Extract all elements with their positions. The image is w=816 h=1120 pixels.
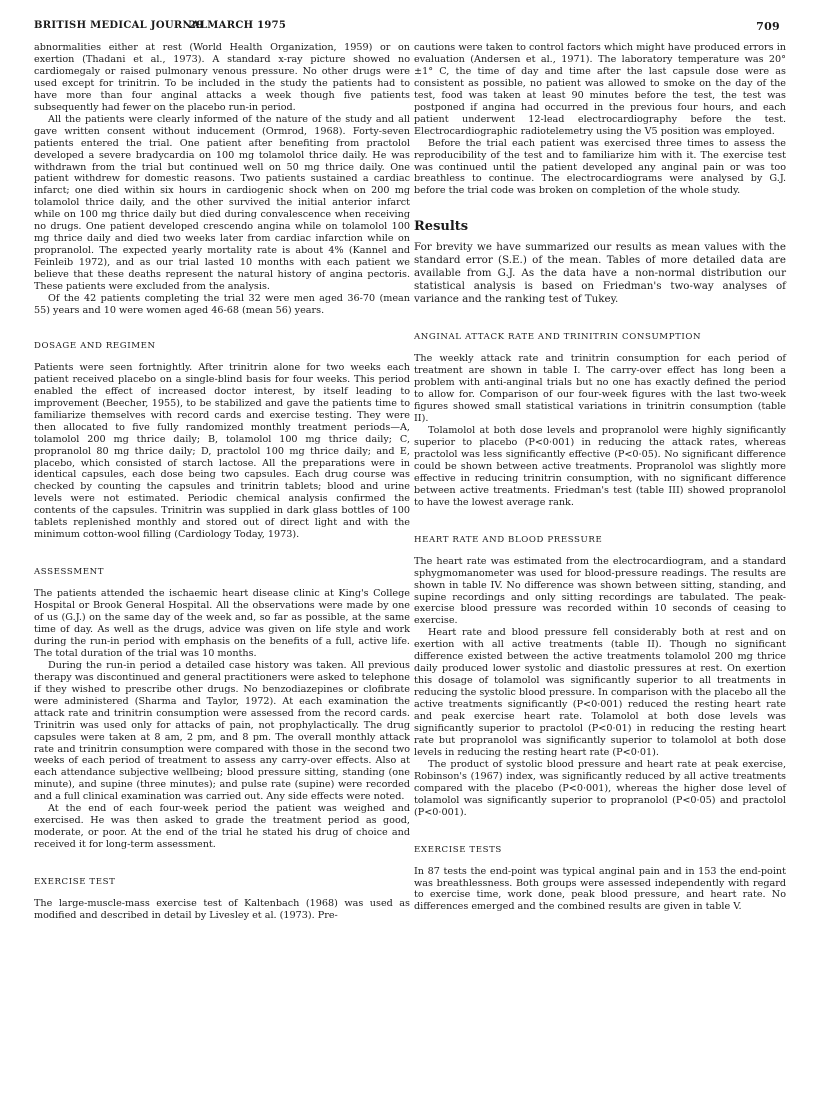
page-number: 709 [756, 20, 780, 33]
left-column [34, 42, 410, 922]
paragraph: The weekly attack rate and trinitrin consumption for each period of treatment are shown in table I. The carry-over effect has long been a problem with anti-anginal trials but no one has exactly defined the period to allow for. Comparison of our four-week figures with the last two-week figures showed small statistical variations in trinitrin consumption (table II). [414, 353, 786, 425]
section-heading-angina: ANGINAL ATTACK RATE AND TRINITRIN CONSUMPTION [414, 332, 702, 343]
right-column [414, 42, 786, 913]
paragraph: The large-muscle-mass exercise test of Kaltenbach (1968) was used as modified and described in detail by Livesley et al. (1973). Pre- [34, 898, 410, 921]
paragraph: The product of systolic blood pressure and heart rate at peak exercise, Robinson's (1967) index, was significantly reduced by all active treatments compared with the placebo (P<0·001), whereas the higher dose level of tolamolol was significantly superior to propranolol (P<0·05) and practolol (P<0·001). [414, 758, 786, 818]
paragraph: For brevity we have summarized our results as mean values with the standard error (S.E.) of the mean. Tables of more detailed data are available from G.J. As the data have a non-normal distribution our statistical analysis is based on Friedman's two-way analyses of variance and the ranking test of Tukey. [414, 241, 786, 306]
paragraph: The patients attended the ischaemic heart disease clinic at King's College Hospital or Brook General Hospital. All the observations were made by one of us (G.J.) on the same day of the week and, so far as possible, at the same time of day. As well as the drugs, advice was given on life style and work during the run-in period with emphasis on the benefits of a full, active life. The total duration of the trial was 10 months. [34, 588, 410, 659]
paragraph: The heart rate was estimated from the electrocardiogram, and a standard sphygmomanometer was used for blood-pressure readings. The results are shown in table IV. No difference was shown between sitting, standing, and supine recordings and only sitting recordings are tabulated. The peak-exercise blood pressure was recorded within 10 seconds of ceasing to exercise. [414, 555, 786, 627]
issue-date: 29 MARCH 1975 [189, 20, 287, 31]
paragraph: Patients were seen fortnightly. After trinitrin alone for two weeks each patient received placebo on a single-blind basis for four weeks. This period enabled the effect of increased doctor interest, by itself leading to improvement (Beecher, 1955), to be stabilized and gave the patients time to familiarize themselves with record cards and exercise testing. They were then allocated to five fully randomized monthly treatment periods—A, tolamolol 200 mg thrice daily; B, tolamolol 100 mg thrice daily; C, propranolol 80 mg thrice daily; D, practolol 100 mg thrice daily; and E, placebo, which consisted of starch lactose. All the preparations were in identical capsules, each dose being two capsules. Each drug course was checked by counting the capsules and trinitrin tablets; blood and urine levels were not estimated. Periodic chemical analysis confirmed the contents of the capsules. Trinitrin was supplied in dark glass bottles of 100 tablets replenished monthly and stored out of direct light and with the minimum cotton-wool filling (Cardiology Today, 1973). [34, 361, 410, 541]
paragraph: Before the trial each patient was exercised three times to assess the reproducibility of the test and to familiarize him with it. The exercise test was continued until the patient developed any anginal pain or was too breathless to continue. The electrocardiograms were analysed by G.J. before the trial code was broken on completion of the whole study. [414, 137, 786, 197]
paragraph: All the patients were clearly informed of the nature of the study and all gave written consent without inducement (Ormrod, 1968). Forty-seven patients entered the trial. One patient after benefiting from practolol developed a severe bradycardia on 100 mg tolamolol thrice daily. He was withdrawn from the trial but continued well on 50 mg thrice daily. One patient withdrew for domestic reasons. Two patients sustained a cardiac infarct; one died within six hours in cardiogenic shock when on 200 mg tolamolol thrice daily, and the other survived the initial anterior infarct while on 100 mg thrice daily but died during convalescence when receiving no drugs. One patient developed crescendo angina while on tolamolol 100 mg thrice daily and died two weeks later from cardiac infarction while on propranolol. The expected yearly mortality rate is about 4% (Kannel and Feinleib 1972), and as our trial lasted 10 months with each patient we believe that these deaths represent the natural history of angina pectoris. These patients were excluded from the analysis. [34, 113, 410, 293]
paragraph: cautions were taken to control factors which might have produced errors in evaluation (Andersen et al., 1971). The laboratory temperature was 20° ±1° C, the time of day and time after the last capsule dose were as consistent as possible, no patient was allowed to smoke on the day of the test, food was taken at least 90 minutes before the test, the test was postponed if angina had occurred in the previous four hours, and each patient underwent 12-lead electrocardiography before the test. Electrocardiographic radiotelemetry using the V5 position was employed. [414, 42, 786, 137]
paragraph: Heart rate and blood pressure fell considerably both at rest and on exertion with all active treatments (table II). Though no significant difference existed between the active treatments tolamolol 200 mg thrice daily produced lower systolic and diastolic pressures at rest. On exertion this dosage of tolamolol was significantly superior to all treatments in reducing the systolic blood pressure. In comparison with the placebo all the active treatments significantly (P<0·001) reduced the resting heart rate and peak exercise heart rate. Tolamolol at both dose levels was significantly superior to practolol (P<0·01) in reducing the resting heart rate but propranolol was significantly superior to tolamolol at both dose levels in reducing the resting heart rate (P<0·01). [414, 627, 786, 758]
paragraph: During the run-in period a detailed case history was taken. All previous therapy was discontinued and general practitioners were asked to telephone if they wished to prescribe other drugs. No benzodiazepines or clofibrate were administered (Sharma and Taylor, 1972). At each examination the attack rate and trinitrin consumption were assessed from the record cards. Trinitrin was used only for attacks of pain, not prophylactically. The drug capsules were taken at 8 am, 2 pm, and 8 pm. The overall monthly attack rate and trinitrin consumption were compared with those in the second two weeks of each period of treatment to assess any carry-over effects. Also at each attendance subjective wellbeing; blood pressure sitting, standing (one minute), and supine (three minutes); and pulse rate (supine) were recorded and a full clinical examination was carried out. Any side effects were noted. [34, 659, 410, 803]
paragraph: Tolamolol at both dose levels and propranolol were highly significantly superior to placebo (P<0·001) in reducing the attack rates, whereas practolol was less significantly effective (P<0·05). No significant difference could be shown between active treatments. Propranolol was slightly more effective in reducing trinitrin consumption, with no significant difference between active treatments. Friedman's test (table III) showed propranolol to have the lowest average rank. [414, 425, 786, 508]
journal-name: BRITISH MEDICAL JOURNAL [34, 20, 208, 31]
running-header [34, 20, 780, 36]
section-heading-exercise-test: EXERCISE TEST [34, 877, 116, 888]
section-heading-exercise-tests: EXERCISE TESTS [414, 844, 502, 855]
paragraph: abnormalities either at rest (World Health Organization, 1959) or on exertion (Thadani et al., 1973). A standard x-ray picture showed no cardiomegaly or raised pulmonary venous pressure. No other drugs were used except for trinitrin. To be included in the study the patients had to have more than four anginal attacks a week though five patients subsequently had fewer on the placebo run-in period. [34, 42, 410, 113]
section-heading-assessment: ASSESSMENT [34, 567, 105, 578]
paragraph: At the end of each four-week period the patient was weighed and exercised. He was then asked to grade the treatment period as good, moderate, or poor. At the end of the trial he stated his drug of choice and received it for long-term assessment. [34, 803, 410, 851]
results-heading: Results [414, 219, 469, 235]
section-heading-dosage: DOSAGE AND REGIMEN [34, 340, 156, 351]
section-heading-heart-rate: HEART RATE AND BLOOD PRESSURE [414, 534, 603, 545]
paragraph: Of the 42 patients completing the trial 32 were men aged 36-70 (mean 55) years and 10 were women aged 46-68 (mean 56) years. [34, 293, 410, 316]
paragraph: In 87 tests the end-point was typical anginal pain and in 153 the end-point was breathlessness. Both groups were assessed independently with regard to exercise time, work done, peak blood pressure, and heart rate. No differences emerged and the combined results are given in table V. [414, 865, 786, 913]
